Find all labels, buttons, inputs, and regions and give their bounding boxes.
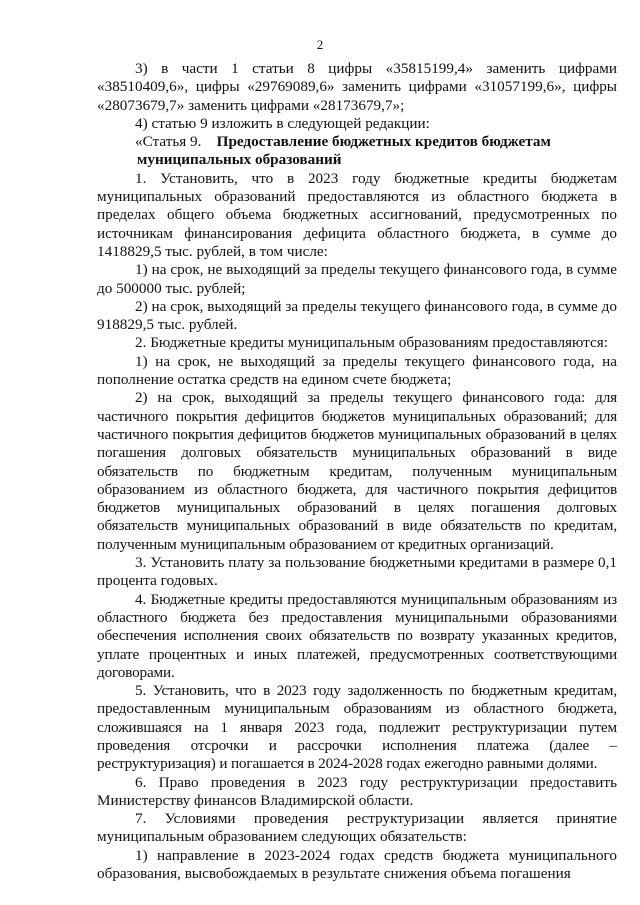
paragraph-item-1-sub-1: 1) на срок, не выходящий за пределы текущего финансового года, в сумме до 500000 тыс. рублей; [97,261,617,297]
paragraph-item-2-sub-2: 2) на срок, выходящий за пределы текущего финансового года: для частичного покрытия дефицитов бюджетов муниципальных образований; для частичного покрытия дефицитов бюджетов муниципальных образований в целях погашения долговых обязательств муниципальных образований в виде обязательств по бюджетным кредитам, полученным муниципальным образованием из областного бюджета, для частичного покрытия дефицитов бюджетов муниципальных образований в целях погашения долговых обязательств муниципальных образований в виде обязательств по кредитам, полученным муниципальным образованием от кредитных организаций. [97,389,617,553]
paragraph-amendment-3: 3) в части 1 статьи 8 цифры «35815199,4» заменить цифрами «38510409,6», цифры «29769089,6» заменить цифрами «31057199,6», цифры «28073679,7» заменить цифрами «28173679,7»; [97,60,617,114]
paragraph-item-2: 2. Бюджетные кредиты муниципальным образованиям предоставляются: [135,334,608,352]
paragraph-item-5: 5. Установить, что в 2023 году задолженность по бюджетным кредитам, предоставленным муниципальным образованиям из областного бюджета, сложившаяся на 1 января 2023 года, подлежит реструктуризации путем проведения отсрочки и рассрочки исполнения платежа (далее – реструктуризация) и погашается в 2024-2028 годах ежегодно равными долями. [97,682,617,773]
paragraph-item-7: 7. Условиями проведения реструктуризации является принятие муниципальным образованием следующих обязательств: [97,810,617,846]
paragraph-item-1: 1. Установить, что в 2023 году бюджетные кредиты бюджетам муниципальных образований предоставляются из областного бюджета в пределах общего объема бюджетных ассигнований, предусмотренных по источникам финансирования дефицита областного бюджета, в сумме до 1418829,5 тыс. рублей, в том числе: [97,169,617,260]
paragraph-item-1-sub-2: 2) на срок, выходящий за пределы текущего финансового года, в сумме до 918829,5 тыс. рублей. [97,297,617,334]
document-body [97,60,617,883]
paragraph-item-2-sub-1: 1) на срок, не выходящий за пределы текущего финансового года, на пополнение остатка средств на едином счете бюджета; [97,352,617,389]
paragraph-item-4: 4. Бюджетные кредиты предоставляются муниципальным образованиям из областного бюджета без предоставления муниципальными образованиями обеспечения исполнения своих обязательств по возврату указанных кредитов, уплате процентных и иных платежей, предусмотренных соответствующими договорами. [97,590,617,681]
paragraph-item-3: 3. Установить плату за пользование бюджетными кредитами в размере 0,1 процента годовых. [97,554,617,590]
paragraph-item-7-sub-1: 1) направление в 2023-2024 годах средств бюджета муниципального образования, высвобождаемых в результате снижения объема погашения [97,846,617,883]
article-title-line-2: муниципальных образований [137,151,342,169]
article-title-line-1: Предоставление бюджетных кредитов бюджетам [216,133,551,151]
paragraph-item-6: 6. Право проведения в 2023 году реструктуризации предоставить Министерству финансов Владимирской области. [97,773,617,809]
article-number: «Статья 9. [135,133,202,151]
page-number: 2 [316,37,324,52]
article-heading [97,133,617,170]
paragraph-amendment-4: 4) статью 9 изложить в следующей редакции: [135,114,430,132]
